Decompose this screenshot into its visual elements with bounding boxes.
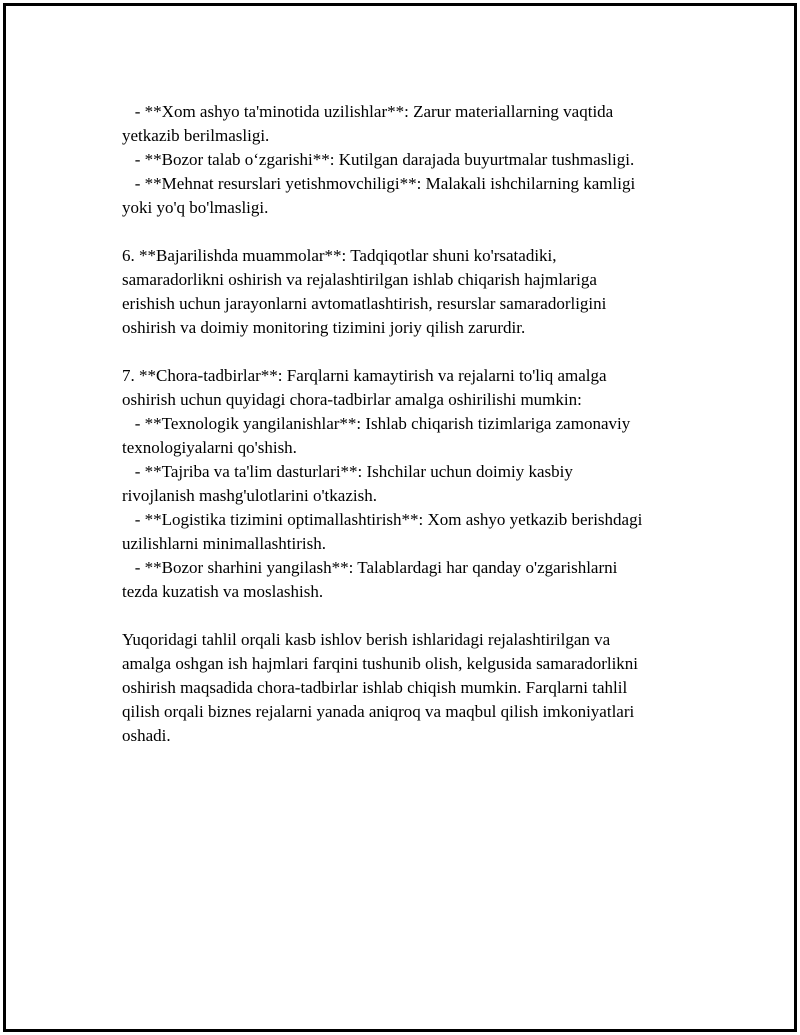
text-line: yetkazib berilmasligi. bbox=[122, 126, 270, 145]
text-line: rivojlanish mashg'ulotlarini o'tkazish. bbox=[122, 486, 377, 505]
text-line: - **Bozor talab o‘zgarishi**: Kutilgan darajada buyurtmalar tushmasligi. bbox=[122, 150, 635, 169]
text-line: - **Texnologik yangilanishlar**: Ishlab chiqarish tizimlariga zamonaviy bbox=[122, 414, 631, 433]
text-line: oshadi. bbox=[122, 726, 171, 745]
text-line: oshirish uchun quyidagi chora-tadbirlar amalga oshirilishi mumkin: bbox=[122, 390, 582, 409]
text-line: erishish uchun jarayonlarni avtomatlashtirish, resurslar samaradorligini bbox=[122, 294, 607, 313]
text-line: oshirish maqsadida chora-tadbirlar ishlab chiqish mumkin. Farqlarni tahlil bbox=[122, 678, 628, 697]
text-line: 7. **Chora-tadbirlar**: Farqlarni kamaytirish va rejalarni to'liq amalga bbox=[122, 366, 607, 385]
text-line: uzilishlarni minimallashtirish. bbox=[122, 534, 326, 553]
text-line: oshirish va doimiy monitoring tizimini joriy qilish zarurdir. bbox=[122, 318, 526, 337]
text-line: amalga oshgan ish hajmlari farqini tushunib olish, kelgusida samaradorlikni bbox=[122, 654, 639, 673]
text-line: qilish orqali biznes rejalarni yanada aniqroq va maqbul qilish imkoniyatlari bbox=[122, 702, 635, 721]
paragraph-6 bbox=[122, 244, 702, 340]
text-line: - **Xom ashyo ta'minotida uzilishlar**: Zarur materiallarning vaqtida bbox=[122, 102, 614, 121]
page-frame bbox=[3, 3, 797, 1032]
text-line: - **Logistika tizimini optimallashtirish**: Xom ashyo yetkazib berishdagi bbox=[122, 510, 643, 529]
paragraph-gap bbox=[122, 220, 702, 244]
paragraph-gap bbox=[122, 604, 702, 628]
text-line: samaradorlikni oshirish va rejalashtirilgan ishlab chiqarish hajmlariga bbox=[122, 270, 597, 289]
paragraph-gap bbox=[122, 340, 702, 364]
text-line: Yuqoridagi tahlil orqali kasb ishlov berish ishlaridagi rejalashtirilgan va bbox=[122, 630, 611, 649]
text-line: - **Bozor sharhini yangilash**: Talablardagi har qanday o'zgarishlarni bbox=[122, 558, 618, 577]
text-line: yoki yo'q bo'lmasligi. bbox=[122, 198, 269, 217]
text-line: texnologiyalarni qo'shish. bbox=[122, 438, 297, 457]
conclusion-paragraph bbox=[122, 628, 702, 748]
text-line: - **Mehnat resurslari yetishmovchiligi**: Malakali ishchilarning kamligi bbox=[122, 174, 636, 193]
list-block-risks bbox=[122, 100, 702, 220]
text-line: tezda kuzatish va moslashish. bbox=[122, 582, 324, 601]
text-line: - **Tajriba va ta'lim dasturlari**: Ishchilar uchun doimiy kasbiy bbox=[122, 462, 573, 481]
text-line: 6. **Bajarilishda muammolar**: Tadqiqotlar shuni ko'rsatadiki, bbox=[122, 246, 557, 265]
document-body bbox=[122, 100, 702, 748]
paragraph-7 bbox=[122, 364, 702, 604]
